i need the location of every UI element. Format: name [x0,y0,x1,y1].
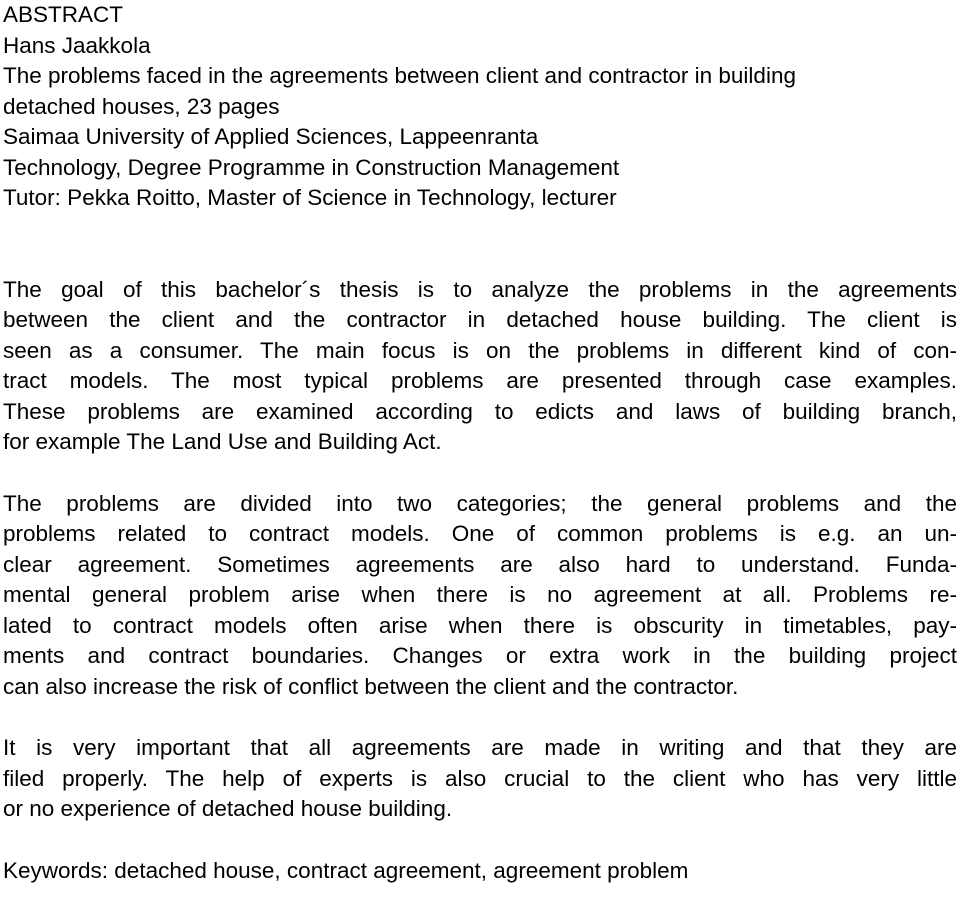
thesis-title-line-1: The problems faced in the agreements between client and contractor in building [3,63,796,88]
keywords-section [3,856,957,887]
abstract-paragraph-1 [3,275,957,458]
paragraph-line: lated to contract models often arise when there is obscurity in timetables, pay- [3,612,957,638]
institution: Saimaa University of Applied Sciences, Lappeenranta [3,124,539,149]
paragraph-line: The goal of this bachelor´s thesis is to analyze the problems in the agreements [3,276,957,302]
paragraph-line: filed properly. The help of experts is also crucial to the client who has very little [3,765,957,791]
abstract-header [3,0,957,214]
paragraph-line: for example The Land Use and Building Act. [3,429,442,454]
paragraph-line: ments and contract boundaries. Changes or extra work in the building project [3,643,957,668]
paragraph-line: seen as a consumer. The main focus is on the problems in different kind of con- [3,337,957,363]
author-name: Hans Jaakkola [3,32,151,58]
paragraph-line: mental general problem arise when there is no agreement at all. Problems re- [3,582,957,607]
thesis-title-line-2: detached houses, 23 pages [3,93,280,119]
abstract-heading: ABSTRACT [3,2,124,27]
abstract-paragraph-3 [3,733,957,825]
paragraph-line: between the client and the contractor in detached house building. The client is [3,307,957,332]
paragraph-line: The problems are divided into two categories; the general problems and the [3,490,957,516]
abstract-page [3,0,957,886]
paragraph-line: It is very important that all agreements are made in writing and that they are [3,735,957,760]
degree-programme: Technology, Degree Programme in Construction Management [3,154,620,180]
paragraph-line: tract models. The most typical problems are presented through case examples. [3,368,957,393]
paragraph-line: or no experience of detached house building. [3,796,453,821]
paragraph-line: clear agreement. Sometimes agreements are also hard to understand. Funda- [3,551,957,577]
tutor: Tutor: Pekka Roitto, Master of Science in Technology, lecturer [3,185,617,210]
keywords: Keywords: detached house, contract agreement, agreement problem [3,857,689,883]
paragraph-line: These problems are examined according to edicts and laws of building branch, [3,398,957,424]
paragraph-line: can also increase the risk of conflict between the client and the contractor. [3,673,739,699]
abstract-paragraph-2 [3,489,957,703]
paragraph-line: problems related to contract models. One of common problems is e.g. an un- [3,521,957,546]
